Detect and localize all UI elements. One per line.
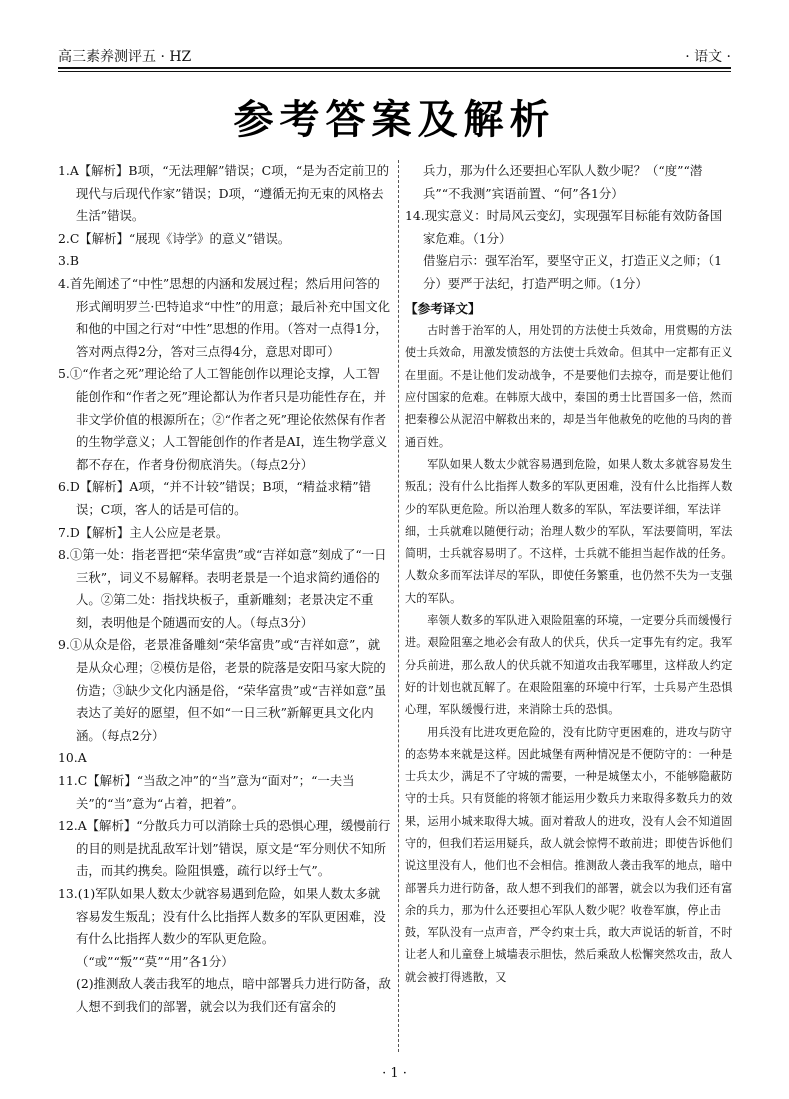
translation-title: 【参考译文】	[405, 300, 481, 316]
answer-item-4	[58, 273, 392, 363]
answer-item-12	[58, 815, 392, 883]
answer-item-6	[58, 476, 392, 521]
answer-number: 9.	[58, 637, 70, 653]
answer-item-3	[58, 250, 392, 273]
translation-paragraph: 军队如果人数太少就容易遇到危险，如果人数太多就容易发生叛乱；没有什么比指挥人数多的军队更困难，没有什么比指挥人数少的军队更危险。所以治理人数多的军队，军法要详细，军法详细，士兵就难以随便行动；治理人数少的军队，军法要简明，军法简明，士兵就容易明了。不这样，士兵就不能担当起作战的任务。人数众多而军法详尽的军队，即使任务繁重，也仍然不失为一支强大的军队。	[405, 457, 733, 605]
answer-text: 首先阐述了“中性”思想的内涵和发展过程；然后用问答的形式阐明罗兰·巴特追求“中性”的用意；最后补充中国文化和他的中国之行对“中性”思想的作用。（答对一点得1分，答对两点得2分，答对三点得4分，意思对即可）	[69, 275, 390, 359]
answer-number: 10.	[58, 750, 78, 766]
answer-text: C【解析】“展现《诗学》的意义”错误。	[69, 230, 291, 246]
answer-text: ①“作者之死”理论给了人工智能创作以理论支撑，人工智能创作和“作者之死”理论都认为作者只是功能性存在，并非文学价值的根源所在；②“作者之死”理论依然保有作者的生物学意义；人工智能创作的作者是AI，连生物学意义都不存在，作者身份彻底消失。（每点2分）	[69, 366, 388, 472]
answer-text: A【解析】“分散兵力可以消除士兵的恐惧心理，缓慢前行的目的则是扰乱敌军计划”错误，原文是“军分则伏不知所击，而其约携矣。险阻惧蹙，疏行以纾士气”。	[76, 818, 391, 879]
answer-text: (1)军队如果人数太少就容易遇到危险，如果人数太多就容易发生叛乱；没有什么比指挥人数多的军队更困难，没有什么比指挥人数少的军队更危险。（“或”“叛”“莫”“用”各1分）	[76, 886, 386, 969]
answer-text: D【解析】主人公应是老景。	[69, 524, 229, 540]
answer-number: 13.	[58, 886, 78, 901]
answer-number: 2.	[58, 230, 70, 246]
translation-paragraph: 古时善于治军的人，用处罚的方法使士兵效命，用赏赐的方法使士兵效命，用激发愤怒的方法使士兵效命。但其中一定都有正义在里面。不是让他们发动战争，不是要他们去掠夺，而是要让他们应付国家的危难。在韩原大战中，秦国的勇士比晋国多一倍，然而把秦穆公从泥沼中解救出来的，却是当年他赦免的吃他的马肉的普通百姓。	[405, 324, 733, 449]
answer-13-part-2: (2)推测敌人袭击我军的地点，暗中部署兵力进行防备，敌人想不到我们的部署，就会以为我们还有富余的	[76, 976, 391, 1014]
answer-number: 12.	[58, 818, 78, 834]
header-rule-thin	[58, 71, 731, 72]
answer-text: C【解析】“当敌之冲”的“当”意为“面对”；“一夫当关”的“当”意为“占着，把着”。	[76, 773, 355, 811]
answer-number: 14.	[405, 208, 425, 224]
answer-number: 5.	[58, 366, 70, 382]
answer-text: ①从众是俗，老景准备雕刻“荣华富贵”或“吉祥如意”，就是从众心理；②模仿是俗，老景的院落是安阳马家大院的仿造；③缺少文化内涵是俗，“荣华富贵”或“吉祥如意”虽表达了美好的愿望，但不如“一日三秋”新解更具文化内涵。（每点2分）	[69, 637, 387, 743]
translation-body	[405, 320, 733, 989]
answer-item-10	[58, 747, 392, 770]
answer-item-7	[58, 522, 392, 545]
answer-number: 3.	[58, 253, 70, 269]
page-number: · 1 ·	[382, 1066, 407, 1081]
right-column	[405, 160, 733, 989]
header-rule-thick	[58, 67, 731, 69]
answer-number: 1.	[58, 163, 70, 178]
page-header	[58, 44, 731, 66]
answer-text: A	[77, 750, 87, 766]
answer-text: D【解析】A项，“并不计较”错误；B项，“精益求精”错误；C项，客人的话是可信的。	[69, 479, 371, 517]
answer-item-14	[405, 205, 733, 250]
page-title: 参考答案及解析	[233, 97, 556, 143]
answer-number: 8.	[58, 547, 70, 563]
answer-text: 现实意义：时局风云变幻，实现强军目标能有效防备国家危难。（1分）	[423, 208, 723, 246]
translation-paragraph: 用兵没有比进攻更危险的，没有比防守更困难的，进攻与防守的态势本来就是这样。因此城堡有两种情况是不便防守的：一种是士兵太少，满足不了守城的需要，一种是城堡太小，不能够隐蔽防守的士兵。只有贤能的将领才能运用少数兵力来取得多数兵力的效果，运用小城来取得大城。面对着敌人的进攻，没有人会不知道固守的，但我们若运用疑兵，敌人就会惊愕不敢前进；即使告诉他们说这里没有人，他们也不会相信。推测敌人袭击我军的地点，暗中部署兵力进行防备，敌人想不到我们的部署，就会以为我们还有富余的兵力，那为什么还要担心军队人数少呢？收卷军旗，停止击鼓，军队没有一点声音，严令约束士兵，敢大声说话的斩首，不时让老人和儿童登上城墙表示胆怯，然后乘敌人松懈突然攻击，敌人就会被打得逃散，又	[405, 725, 733, 984]
answer-item-5	[58, 363, 392, 476]
answer-item-8	[58, 544, 392, 634]
answer-number: 11.	[58, 773, 78, 789]
answer-item-11	[58, 770, 392, 815]
answer-14-part-2: 借鉴启示：强军治军，要坚守正义，打造正义之师；（1分）要严于法纪，打造严明之师。（1分）	[423, 253, 723, 291]
header-left: 高三素养测评五 · HZ	[58, 49, 192, 65]
answer-item-13	[58, 883, 392, 973]
column-divider	[398, 160, 399, 1052]
answer-item-9	[58, 634, 392, 747]
answer-text: B	[69, 253, 79, 269]
header-right: · 语文 ·	[685, 49, 731, 65]
left-column	[58, 160, 392, 1019]
answer-number: 4.	[58, 275, 70, 291]
answer-text: ①第一处：指老晋把“荣华富贵”或“吉祥如意”刻成了“一日三秋”，词义不易解释。表明老景是一个追求简约通俗的人。②第二处：指找块板子，重新雕刻；老景决定不重刻，表明他是个随遇而安的人。（每点3分）	[69, 547, 387, 630]
answer-list	[58, 160, 392, 973]
answer-13-part-2-continued: 兵力，那为什么还要担心军队人数少呢？（“度”“潜兵”“不我测”宾语前置、“何”各1分）	[423, 163, 703, 201]
answer-number: 7.	[58, 524, 70, 540]
translation-paragraph: 率领人数多的军队进入艰险阻塞的环境，一定要分兵而缓慢行进。艰险阻塞之地必会有敌人的伏兵，伏兵一定事先有约定。我军分兵前进，那么敌人的伏兵就不知道攻击我军哪里，这样敌人约定好的计划也就瓦解了。在艰险阻塞的环境中行军，士兵易产生恐惧心理，军队缓慢行进，来消除士兵的恐惧。	[405, 614, 733, 717]
answer-number: 6.	[58, 479, 70, 495]
answer-item-2	[58, 228, 392, 251]
answer-item-1	[58, 160, 392, 228]
answer-text: A【解析】B项，“无法理解”错误；C项，“是为否定前卫的现代与后现代作家”错误；D项，“遵循无拘无束的风格去生活”错误。	[69, 163, 389, 224]
